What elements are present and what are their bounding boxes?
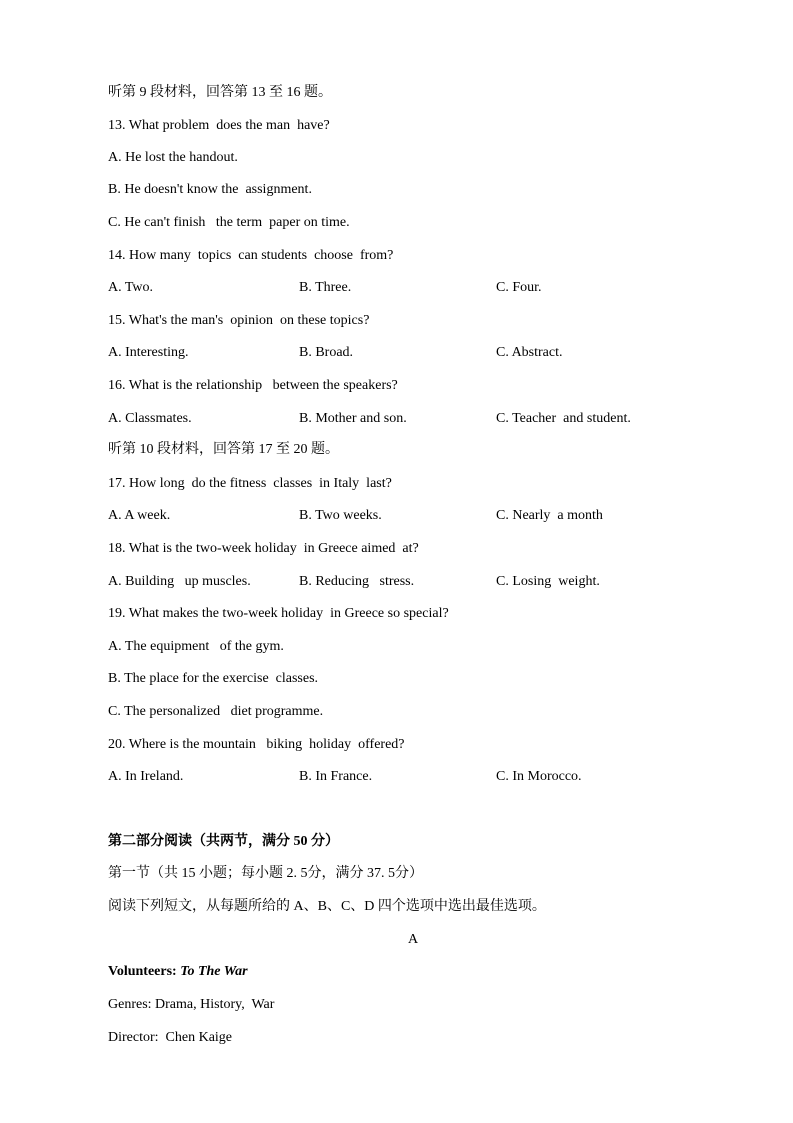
- q13-option-c: C. He can't finish the term paper on time.: [108, 215, 350, 230]
- section10-header: 听第 10 段材料，回答第 17 至 20 题。: [108, 442, 339, 457]
- q18-option-c: C. Losing weight.: [496, 574, 600, 589]
- q17-option-b: B. Two weeks.: [299, 508, 382, 523]
- q19-option-c: C. The personalized diet programme.: [108, 704, 324, 719]
- q15-option-b: B. Broad.: [299, 345, 354, 360]
- q18-option-a: A. Building up muscles.: [108, 574, 251, 589]
- q14-option-b: B. Three.: [299, 280, 352, 295]
- q16-option-c: C. Teacher and student.: [496, 411, 631, 426]
- q15-option-a: A. Interesting.: [108, 345, 189, 360]
- part2-subsection: 第一节（共 15 小题；每小题 2. 5分，满分 37. 5分）: [108, 866, 423, 881]
- q15-option-c: C. Abstract.: [496, 345, 563, 360]
- film-title: To The War: [180, 964, 248, 979]
- passage-letter: A: [407, 932, 419, 947]
- film-title-line: [108, 963, 248, 981]
- q20-option-c: C. In Morocco.: [496, 769, 582, 784]
- q14-option-a: A. Two.: [108, 280, 154, 295]
- question-13: 13. What problem does the man have?: [108, 118, 330, 133]
- q14-option-c: C. Four.: [496, 280, 542, 295]
- part2-instruction: 阅读下列短文，从每题所给的 A、B、C、D 四个选项中选出最佳选项。: [108, 899, 546, 914]
- q19-option-a: A. The equipment of the gym.: [108, 639, 284, 654]
- q17-option-a: A. A week.: [108, 508, 171, 523]
- film-label: Volunteers:: [108, 964, 181, 979]
- question-17: 17. How long do the fitness classes in Italy last?: [108, 476, 392, 491]
- film-genres: Genres: Drama, History, War: [108, 997, 275, 1012]
- q20-option-b: B. In France.: [299, 769, 373, 784]
- q16-option-a: A. Classmates.: [108, 411, 192, 426]
- question-16: 16. What is the relationship between the speakers?: [108, 378, 398, 393]
- question-14: 14. How many topics can students choose from?: [108, 248, 394, 263]
- q18-option-b: B. Reducing stress.: [299, 574, 415, 589]
- q13-option-b: B. He doesn't know the assignment.: [108, 182, 312, 197]
- q13-option-a: A. He lost the handout.: [108, 150, 238, 165]
- film-director: Director: Chen Kaige: [108, 1030, 233, 1045]
- question-20: 20. Where is the mountain biking holiday offered?: [108, 737, 405, 752]
- question-18: 18. What is the two-week holiday in Greece aimed at?: [108, 541, 419, 556]
- q16-option-b: B. Mother and son.: [299, 411, 407, 426]
- q19-option-b: B. The place for the exercise classes.: [108, 671, 319, 686]
- question-19: 19. What makes the two-week holiday in Greece so special?: [108, 606, 449, 621]
- part2-title: 第二部分阅读（共两节，满分 50 分）: [108, 834, 339, 849]
- section9-header: 听第 9 段材料，回答第 13 至 16 题。: [108, 85, 332, 100]
- q20-option-a: A. In Ireland.: [108, 769, 184, 784]
- question-15: 15. What's the man's opinion on these topics?: [108, 313, 370, 328]
- q17-option-c: C. Nearly a month: [496, 508, 603, 523]
